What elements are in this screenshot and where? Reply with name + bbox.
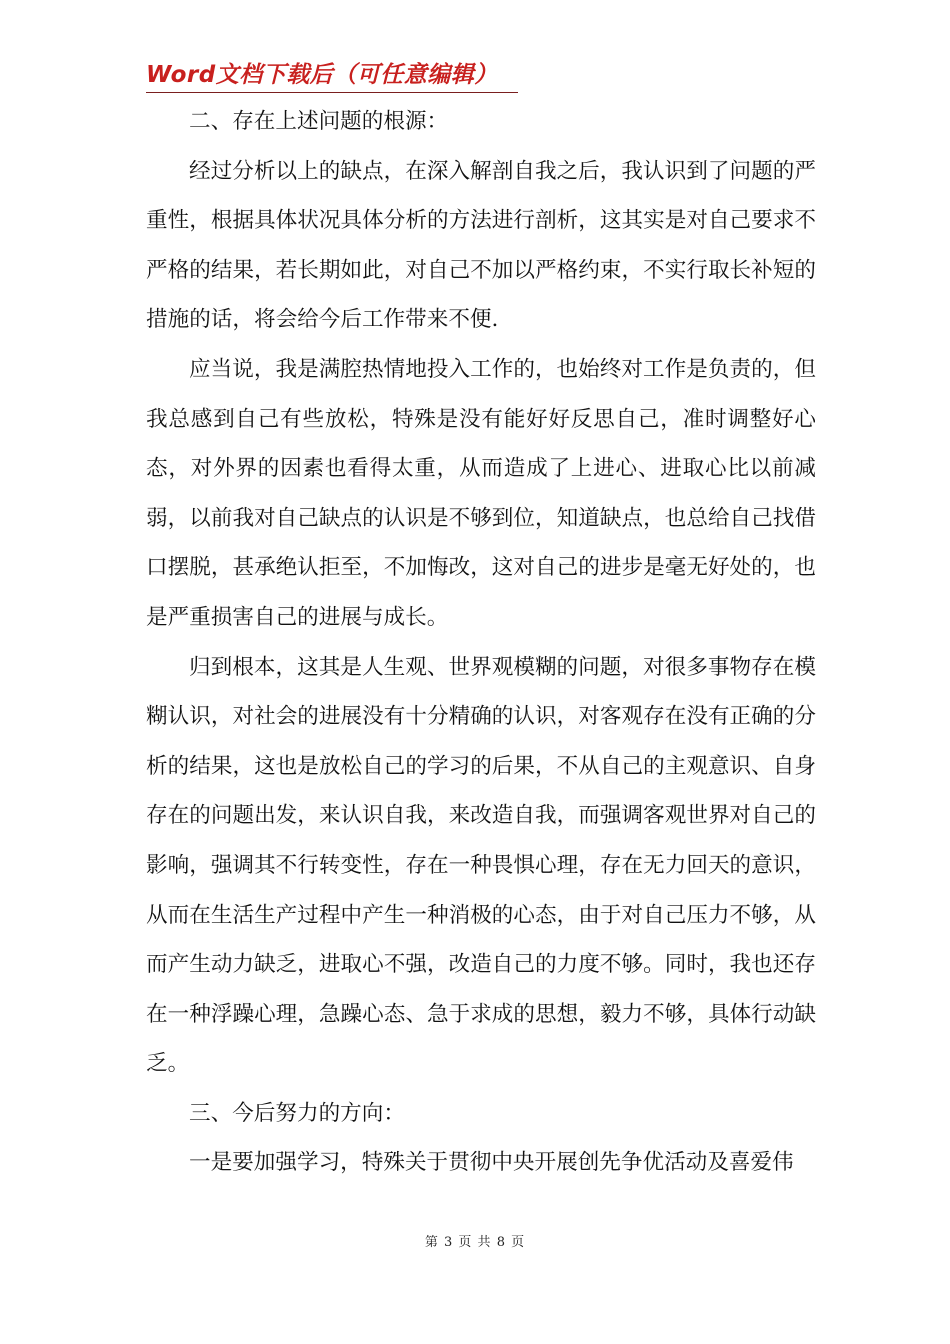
- download-banner: [146, 58, 518, 93]
- body-paragraph: 应当说，我是满腔热情地投入工作的，也始终对工作是负责的，但我总感到自己有些放松，特殊是没有能好好反思自己，准时调整好心态，对外界的因素也看得太重，从而造成了上进心、进取心比以前减弱，以前我对自己缺点的认识是不够到位，知道缺点，也总给自己找借口摆脱，甚承绝认拒至，不加悔改，这对自己的进步是毫无好处的，也是严重损害自己的进展与成长。: [146, 356, 816, 630]
- section-heading-future-direction: 三、今后努力的方向：: [189, 1100, 405, 1126]
- body-paragraph: 经过分析以上的缺点，在深入解剖自我之后，我认识到了问题的严重性，根据具体状况具体分析的方法进行剖析，这其实是对自己要求不严格的结果，若长期如此，对自己不加以严格约束，不实行取长补短的措施的话，将会给今后工作带来不便.: [146, 158, 816, 333]
- document-body: [146, 97, 816, 1188]
- body-paragraph: 一是要加强学习，特殊关于贯彻中央开展创先争优活动及喜爱伟: [189, 1150, 794, 1176]
- body-paragraph: 归到根本，这其是人生观、世界观模糊的问题，对很多事物存在模糊认识，对社会的进展没有十分精确的认识，对客观存在没有正确的分析的结果，这也是放松自己的学习的后果，不从自己的主观意识、自身存在的问题出发，来认识自我，来改造自我，而强调客观世界对自己的影响，强调其不行转变性，存在一种畏惧心理，存在无力回天的意识，从而在生活生产过程中产生一种消极的心态，由于对自己压力不够，从而产生动力缺乏，进取心不强，改造自己的力度不够。同时，我也还存在一种浮躁心理，急躁心态、急于求成的思想，毅力不够，具体行动缺乏。: [146, 654, 816, 1077]
- banner-text: Word文档下载后（可任意编辑）: [146, 62, 498, 88]
- page-number: 第 3 页 共 8 页: [424, 1235, 526, 1250]
- section-heading-root-causes: 二、存在上述问题的根源：: [189, 109, 449, 134]
